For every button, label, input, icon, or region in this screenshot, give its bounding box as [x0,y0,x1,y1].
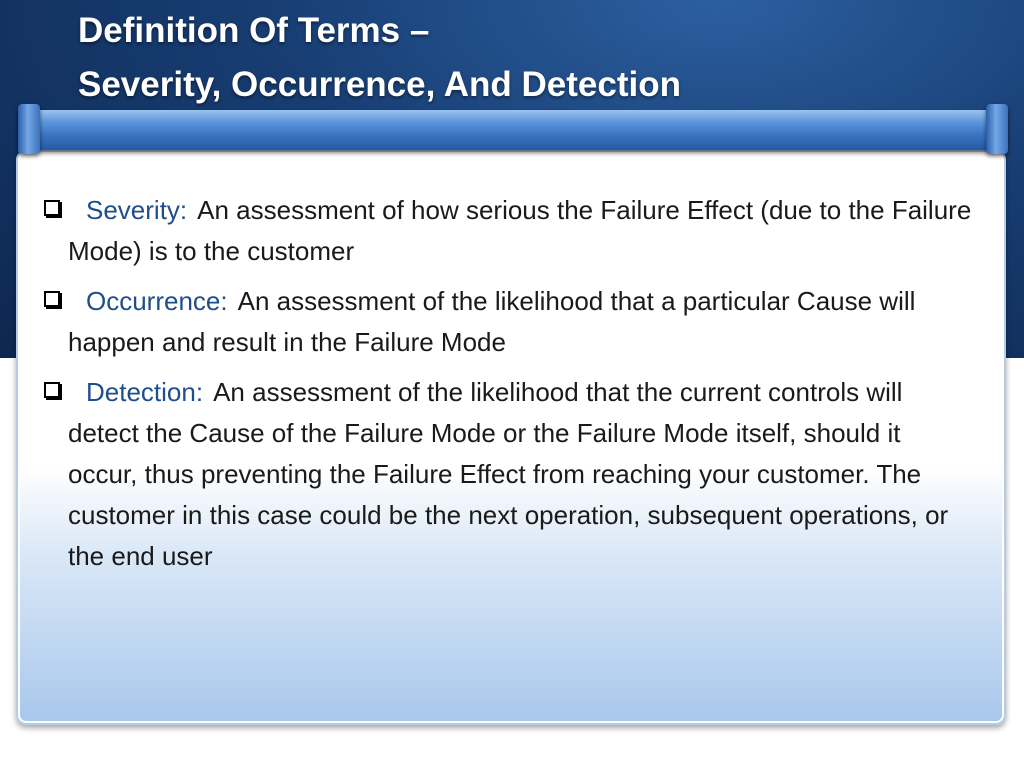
bullet-list [44,190,974,586]
term-definition: An assessment of the likelihood that the current controls will detect the Cause of the Failure Mode or the Failure Mode itself, should it occur, thus preventing the Failure Effect from reaching your customer. The customer in this case could be the next operation, subsequent operations, or the end user [68,377,949,571]
bullet-detection [44,372,974,577]
scroll-rod-right-cap [986,104,1008,154]
scroll-rod [20,110,1006,150]
term-label: Detection: [86,377,204,407]
term-definition: An assessment of the likelihood that a particular Cause will happen and result in the Failure Mode [68,286,916,357]
term-label: Occurrence: [86,286,228,316]
checkbox-icon [44,382,60,398]
bullet-severity [44,190,974,272]
term-definition: An assessment of how serious the Failure Effect (due to the Failure Mode) is to the customer [68,195,972,266]
title-line-2: Severity, Occurrence, And Detection [78,65,681,104]
title-line-1: Definition Of Terms – [78,11,430,50]
checkbox-icon [44,291,60,307]
term-label: Severity: [86,195,188,225]
checkbox-icon [44,200,60,216]
slide-title [78,4,978,112]
bullet-occurrence [44,281,974,363]
scroll-rod-left-cap [18,104,40,154]
